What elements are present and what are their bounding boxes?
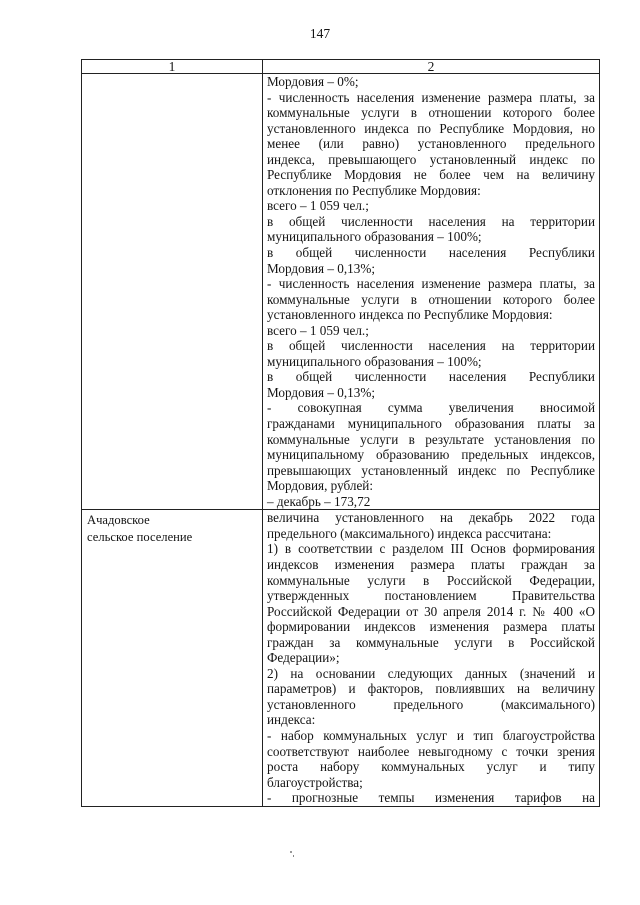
header-row bbox=[82, 60, 600, 74]
description-line: превышающих установленный индекс по Республике bbox=[267, 462, 595, 478]
description-line: отклонения по Республике Мордовия: bbox=[267, 182, 481, 198]
description-line: в общей численности населения на территории bbox=[267, 338, 595, 354]
description-line: Мордовия – 0,13%; bbox=[267, 260, 375, 276]
description-line: всего – 1 059 чел.; bbox=[267, 198, 369, 214]
municipality-name-line: Ачадовское bbox=[87, 513, 150, 528]
description-line: муниципального образования – 100%; bbox=[267, 229, 482, 245]
page-number: 147 bbox=[309, 26, 331, 41]
scan-speck bbox=[293, 855, 294, 857]
description-line: индекса: bbox=[267, 712, 316, 728]
description-line: Мордовия – 0,13%; bbox=[267, 384, 375, 400]
description-line: в общей численности населения на территории bbox=[267, 213, 595, 229]
description-line: в общей численности населения Республики bbox=[267, 245, 595, 261]
description-line: утвержденных постановлением Правительства bbox=[267, 588, 595, 604]
description-line: - численность населения изменение размера платы, за bbox=[267, 89, 595, 105]
description-line: Федерации»; bbox=[267, 650, 340, 666]
description-cell bbox=[263, 74, 600, 510]
description-line: 2) на основании следующих данных (значений и bbox=[267, 665, 595, 681]
scan-speck bbox=[290, 851, 292, 853]
column-header-1: 1 bbox=[82, 60, 263, 74]
description-line: коммунальные услуги в Российской Федерации, bbox=[267, 572, 595, 588]
description-line: - совокупная сумма увеличения вносимой bbox=[267, 400, 595, 416]
description-line: гражданами муниципального образования платы за bbox=[267, 416, 595, 432]
description-line: - численность населения изменение размера платы, за bbox=[267, 276, 595, 292]
municipality-name-cell bbox=[82, 74, 263, 510]
data-table bbox=[81, 59, 600, 807]
description-line: установленного предельного (максимального) bbox=[267, 696, 595, 712]
description-line: всего – 1 059 чел.; bbox=[267, 322, 369, 338]
description-line: 1) в соответствии с разделом III Основ формирования bbox=[267, 541, 595, 557]
description-line: коммунальные услуги в отношении которого более bbox=[267, 105, 595, 121]
description-line: Мордовия – 0%; bbox=[267, 74, 359, 89]
description-line: индекса, превышающего установленный индекс по bbox=[267, 151, 595, 167]
description-line: муниципального образования – 100%; bbox=[267, 353, 482, 369]
description-line: установленного индекса по Республике Мордовия, но bbox=[267, 120, 595, 136]
description-line: - прогнозные темпы изменения тарифов на bbox=[267, 790, 595, 806]
table-row bbox=[82, 74, 600, 510]
description-line: коммунальные услуги в результате установления по bbox=[267, 431, 595, 447]
description-line: коммунальные услуги в отношении которого более bbox=[267, 291, 595, 307]
municipality-name-cell bbox=[82, 510, 263, 806]
description-line: соответствуют наиболее невыгодному с точки зрения bbox=[267, 743, 595, 759]
description-line: индексов изменения размера платы граждан за bbox=[267, 556, 595, 572]
description-line: установленного индекса по Республике Мордовия: bbox=[267, 307, 553, 323]
table-row bbox=[82, 510, 600, 806]
description-cell bbox=[263, 510, 600, 806]
description-line: предельного (максимального) индекса рассчитана: bbox=[267, 525, 552, 541]
column-header-2: 2 bbox=[263, 60, 600, 74]
description-line: в общей численности населения Республики bbox=[267, 369, 595, 385]
description-line: Российской Федерации от 30 апреля 2014 г. № 400 «О bbox=[267, 603, 595, 619]
description-line: Республике Мордовия не более чем на величину bbox=[267, 167, 595, 183]
description-line: параметров) и факторов, повлиявших на величину bbox=[267, 681, 595, 697]
municipality-name-line: сельское поселение bbox=[87, 529, 193, 544]
description-line: муниципальному образованию предельных индексов, bbox=[267, 447, 595, 463]
description-line: Мордовия, рублей: bbox=[267, 478, 374, 494]
description-line: благоустройства; bbox=[267, 774, 363, 790]
description-line: граждан за коммунальные услуги в Российской bbox=[267, 634, 595, 650]
description-line: менее (или равно) установленного предельного bbox=[267, 136, 595, 152]
description-line: величина установленного на декабрь 2022 года bbox=[267, 510, 595, 526]
description-line: формировании индексов изменения размера платы bbox=[267, 619, 595, 635]
description-line: - набор коммунальных услуг и тип благоустройства bbox=[267, 727, 595, 743]
description-line: роста набору коммунальных услуг и типу bbox=[267, 759, 595, 775]
description-line: – декабрь – 173,72 bbox=[267, 493, 371, 509]
